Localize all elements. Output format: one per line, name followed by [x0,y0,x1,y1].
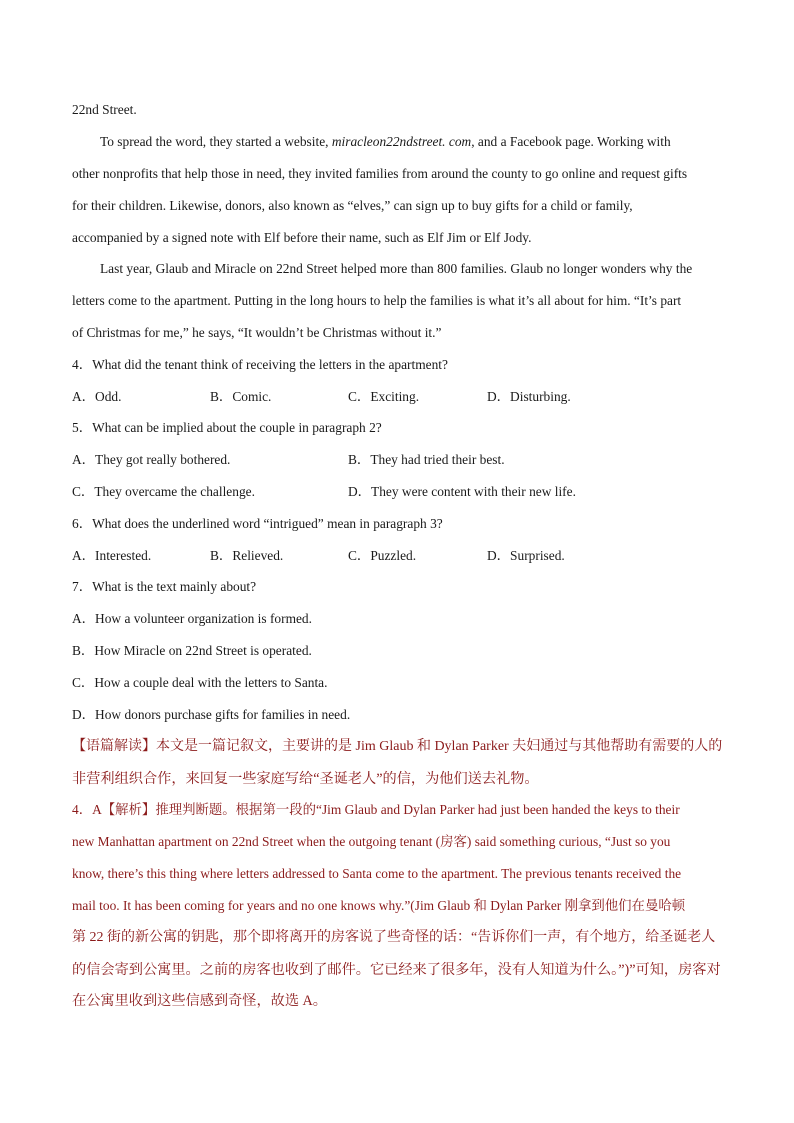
analysis-summary: 【语篇解读】本文是一篇记叙文，主要讲的是 Jim Glaub 和 Dylan Parker 夫妇通过与其他帮助有需要的人的 [72,739,723,754]
question-stem: 6．What does the underlined word “intrigued” mean in paragraph 3? [72,516,443,531]
question-option: B．Comic. [210,389,272,404]
passage-line: of Christmas for me,” he says, “It wouldn’t be Christmas without it.” [72,325,442,340]
question-option: A．They got really bothered. [72,452,231,467]
analysis-summary: 非营利组织合作，来回复一些家庭写给“圣诞老人”的信，为他们送去礼物。 [72,771,539,787]
question-option: C．Exciting. [348,389,420,404]
question-option: B．Relieved. [210,548,284,563]
analysis-q4: know, there’s this thing where letters addressed to Santa come to the apartment. The previous tenants received the [72,866,682,881]
analysis-q4: 4．A【解析】推理判断题。根据第一段的“Jim Glaub and Dylan Parker had just been handed the keys to their [72,802,680,817]
question-option: C．How a couple deal with the letters to Santa. [72,675,328,690]
analysis-q4: new Manhattan apartment on 22nd Street when the outgoing tenant (房客) said something curious, “Just so you [72,834,671,849]
analysis-q4: 第 22 街的新公寓的钥匙，那个即将离开的房客说了些奇怪的话：“告诉你们一声，有个地方，给圣诞老人 [72,930,716,945]
question-option: B．How Miracle on 22nd Street is operated. [72,643,312,658]
website-link-text: miracleon22ndstreet. [331,134,446,149]
question-stem: 5．What can be implied about the couple in paragraph 2? [72,420,382,435]
question-stem: 7．What is the text mainly about? [72,579,257,594]
question-option: A．Odd. [72,389,122,404]
question-option: A．Interested. [72,548,152,563]
question-stem: 4．What did the tenant think of receiving the letters in the apartment? [72,357,448,372]
question-option: C．Puzzled. [348,548,417,563]
question-option: A．How a volunteer organization is formed. [72,611,312,626]
question-option: D．How donors purchase gifts for families in need. [72,707,351,722]
passage-line: Last year, Glaub and Miracle on 22nd Street helped more than 800 families. Glaub no longer wonders why the [100,261,693,276]
question-option: D．They were content with their new life. [348,484,576,499]
passage-line: for their children. Likewise, donors, also known as “elves,” can sign up to buy gifts for a child or family, [72,198,633,213]
analysis-q4: 的信会寄到公寓里。之前的房客也收到了邮件。它已经来了很多年，没有人知道为什么。”)”可知，房客对 [72,962,721,978]
passage-line: letters come to the apartment. Putting in the long hours to help the families is what it’s all about for him. “It’s part [72,293,682,308]
question-option: D．Surprised. [487,548,565,563]
passage-line: accompanied by a signed note with Elf before their name, such as Elf Jim or Elf Jody. [72,230,532,245]
passage-line: To spread the word, they started a website, miracleon22ndstreet. com, and a Facebook page. Working with [100,134,671,149]
passage-line: 22nd Street. [72,102,137,117]
analysis-q4: mail too. It has been coming for years and no one knows why.”(Jim Glaub 和 Dylan Parker 刚拿到他们在曼哈顿 [72,898,686,913]
passage-line: other nonprofits that help those in need, they invited families from around the county to go online and request gifts [72,166,688,181]
question-option: D．Disturbing. [487,389,571,404]
question-option: B．They had tried their best. [348,452,505,467]
question-option: C．They overcame the challenge. [72,484,255,499]
analysis-q4: 在公寓里收到这些信感到奇怪，故选 A。 [72,993,327,1009]
